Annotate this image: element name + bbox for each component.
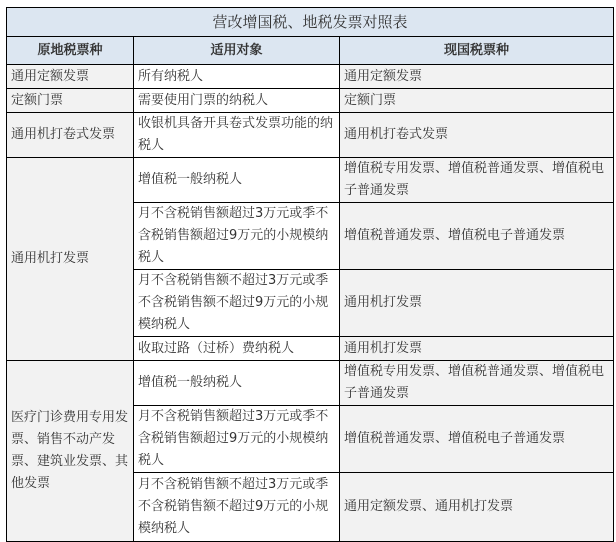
- table-row: [7, 113, 614, 158]
- table-row: [7, 158, 614, 203]
- cell-applicable: 增值税一般纳税人: [134, 158, 340, 203]
- cell-current: 增值税普通发票、增值税电子普通发票: [340, 203, 614, 270]
- cell-current: 通用定额发票、通用机打发票: [340, 473, 614, 542]
- cell-current: 定额门票: [340, 89, 614, 113]
- cell-original: 定额门票: [7, 89, 134, 113]
- cell-original-group: 通用机打发票: [7, 158, 134, 361]
- cell-current: 通用机打发票: [340, 270, 614, 337]
- table-row: [7, 361, 614, 406]
- cell-applicable: 月不含税销售额不超过3万元或季不含税销售额不超过9万元的小规模纳税人: [134, 473, 340, 542]
- cell-applicable: 收取过路（过桥）费纳税人: [134, 337, 340, 361]
- cell-original-group: 医疗门诊费用专用发票、销售不动产发票、建筑业发票、其他发票: [7, 361, 134, 542]
- cell-current: 通用机打发票: [340, 337, 614, 361]
- cell-applicable: 月不含税销售额不超过3万元或季不含税销售额不超过9万元的小规模纳税人: [134, 270, 340, 337]
- header-applicable: 适用对象: [134, 37, 340, 65]
- cell-current: 增值税专用发票、增值税普通发票、增值税电子普通发票: [340, 361, 614, 406]
- cell-applicable: 月不含税销售额超过3万元或季不含税销售额超过9万元的小规模纳税人: [134, 203, 340, 270]
- cell-applicable: 月不含税销售额超过3万元或季不含税销售额超过9万元的小规模纳税人: [134, 406, 340, 473]
- cell-current: 通用定额发票: [340, 65, 614, 89]
- cell-applicable: 所有纳税人: [134, 65, 340, 89]
- cell-applicable: 收银机具备开具卷式发票功能的纳税人: [134, 113, 340, 158]
- table-title: 营改增国税、地税发票对照表: [7, 8, 614, 37]
- cell-applicable: 需要使用门票的纳税人: [134, 89, 340, 113]
- cell-current: 增值税普通发票、增值税电子普通发票: [340, 406, 614, 473]
- table-row: [7, 65, 614, 89]
- header-current-type: 现国税票种: [340, 37, 614, 65]
- invoice-comparison-table: [6, 7, 614, 542]
- cell-applicable: 增值税一般纳税人: [134, 361, 340, 406]
- cell-current: 通用机打卷式发票: [340, 113, 614, 158]
- cell-original: 通用定额发票: [7, 65, 134, 89]
- cell-current: 增值税专用发票、增值税普通发票、增值税电子普通发票: [340, 158, 614, 203]
- cell-original: 通用机打卷式发票: [7, 113, 134, 158]
- table-row: [7, 89, 614, 113]
- header-original-type: 原地税票种: [7, 37, 134, 65]
